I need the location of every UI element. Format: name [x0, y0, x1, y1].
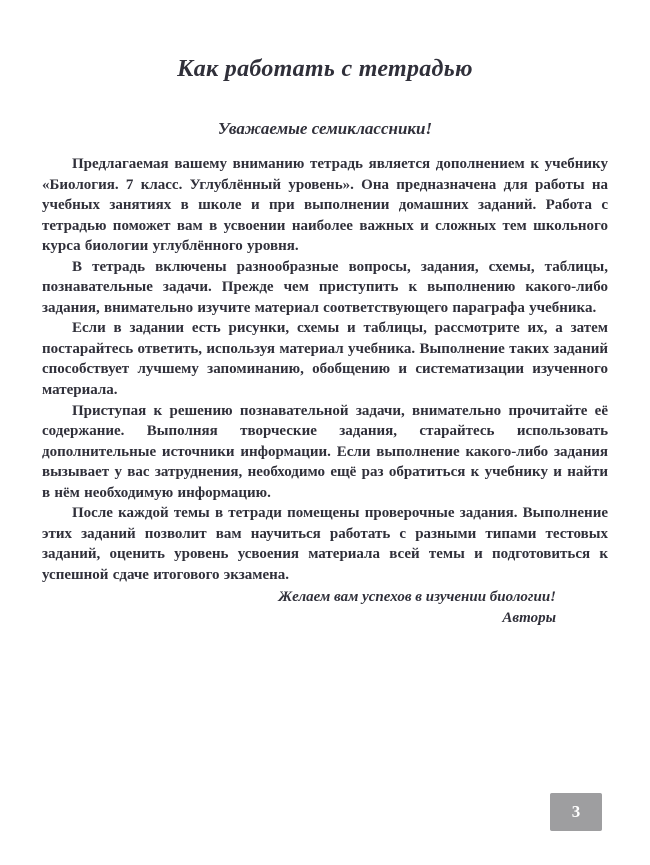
paragraph-5: После каждой темы в тетради помещены проверочные задания. Выполнение этих заданий позволит вам научиться работать с разными типами тестовых заданий, оценить уровень усвоения материала всей темы и подготовиться к успешной сдаче итогового экзамена.: [42, 505, 608, 583]
closing-block: [42, 587, 608, 629]
paragraph-4: Приступая к решению познавательной задачи, внимательно прочитайте её содержание. Выполняя творческие задания, старайтесь использовать дополнительные источники информации. Если выполнение какого-либо задания вызывает у вас затруднения, необходимо ещё раз обратиться к учебнику и найти в нём необходимую информацию.: [42, 402, 608, 501]
page-title: Как работать с тетрадью: [177, 56, 473, 82]
page-subtitle: Уважаемые семиклассники!: [217, 119, 433, 138]
closing-author: Авторы: [502, 610, 556, 627]
page-number: 3: [571, 802, 581, 821]
paragraph-1: Предлагаемая вашему вниманию тетрадь является дополнением к учебнику «Биология. 7 класс. Углублённый уровень». Она предназначена для работы на учебных занятиях в школе и при выполнении домашних заданий. Работа с тетрадью поможет вам в усвоении наиболее важных и сложных тем школьного курса биологии углублённого уровня.: [42, 156, 608, 255]
page-number-badge: [550, 793, 602, 831]
closing-wish: Желаем вам успехов в изучении биологии!: [278, 589, 556, 606]
paragraph-2: В тетрадь включены разнообразные вопросы, задания, схемы, таблицы, познавательные задачи. Прежде чем приступить к выполнению какого-либо задания, внимательно изучите материал соответствующего параграфа учебника.: [42, 258, 608, 316]
paragraph-3: Если в задании есть рисунки, схемы и таблицы, рассмотрите их, а затем постарайтесь ответить, используя материал учебника. Выполнение таких заданий способствует лучшему запоминанию, обобщению и систематизации изученного материала.: [42, 320, 608, 399]
